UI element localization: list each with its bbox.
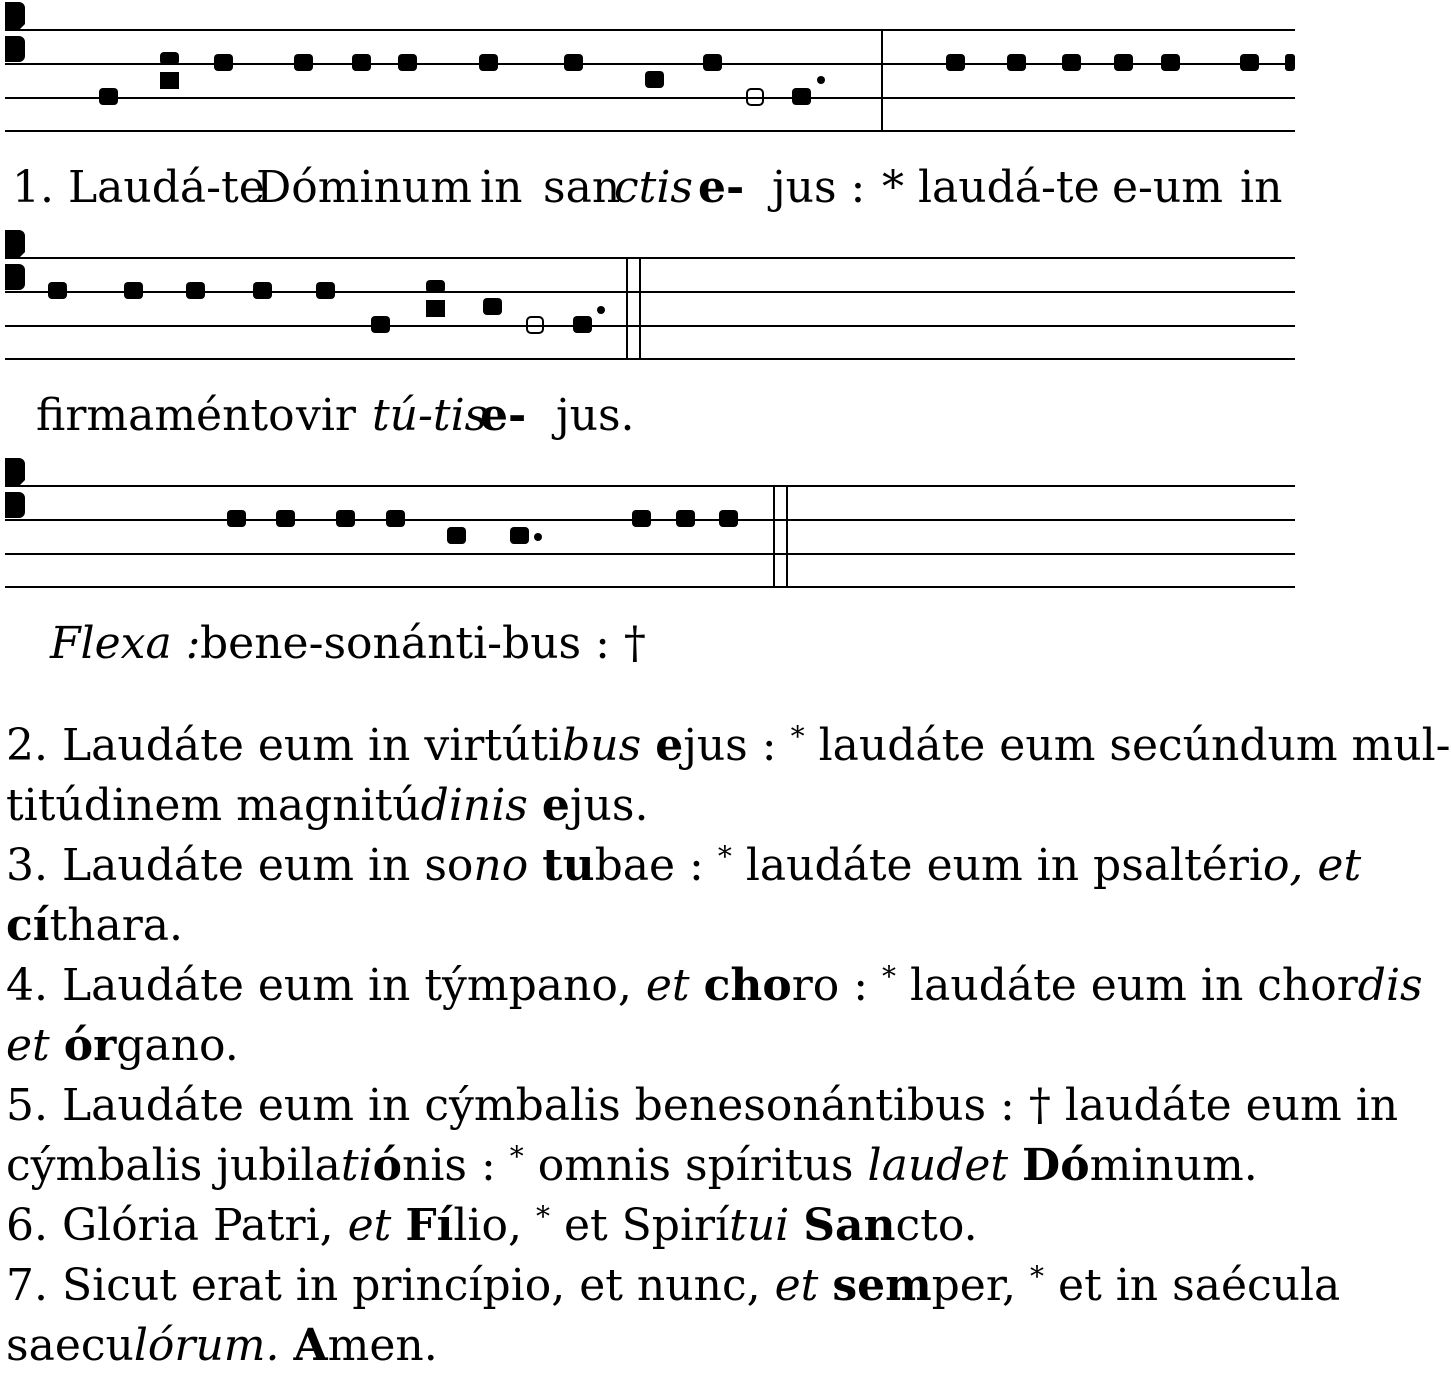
- verse-4-line-2: et órgano.: [6, 1020, 239, 1071]
- verse-2-line-1: 2. Laudáte eum in virtútibus ejus : * laudáte eum secúndum mul-: [6, 720, 1451, 771]
- verse-5-line-2: cýmbalis jubilatiónis : * omnis spíritus laudet Dóminum.: [6, 1140, 1258, 1191]
- lyric-syllable: e-: [698, 162, 745, 213]
- flexa-text: bene-sonánti-bus : †: [200, 618, 646, 669]
- verse-7-line-1: 7. Sicut erat in princípio, et nunc, et semper, * et in saécula: [6, 1260, 1341, 1311]
- verse-3-line-1: 3. Laudáte eum in sono tubae : * laudáte eum in psaltério, et: [6, 840, 1362, 891]
- lyric-syllable: vir: [296, 390, 356, 441]
- chant-lyrics-line-2: [0, 390, 1300, 442]
- lyric-syllable: jus.: [556, 390, 635, 441]
- lyric-syllable: 1. Laudá-te: [12, 162, 265, 213]
- verse-2-line-2: titúdinem magnitúdinis ejus.: [6, 780, 649, 831]
- psalm-verses: [6, 716, 1451, 1376]
- lyric-syllable: in: [1240, 162, 1283, 213]
- flexa-line: [0, 618, 1300, 670]
- lyric-syllable: Dóminum: [256, 162, 472, 213]
- chant-staff-1: [0, 0, 1300, 140]
- lyric-syllable: firmaménto: [36, 390, 295, 441]
- do-clef-icon: [5, 458, 25, 518]
- lyric-syllable: san: [543, 162, 621, 213]
- lyric-syllable: ctis: [614, 162, 693, 213]
- verse-7-line-2: saeculórum. Amen.: [6, 1320, 438, 1371]
- lyric-syllable: * laudá-te: [882, 162, 1100, 213]
- lyric-syllable: e-: [480, 390, 527, 441]
- lyric-syllable: in: [480, 162, 523, 213]
- verse-4-line-1: 4. Laudáte eum in týmpano, et choro : * laudáte eum in chordis: [6, 960, 1423, 1011]
- flexa-label: Flexa :: [50, 618, 201, 669]
- verse-5-line-1: 5. Laudáte eum in cýmbalis benesonántibus : † laudáte eum in: [6, 1080, 1399, 1131]
- verse-3-line-2: cíthara.: [6, 900, 184, 951]
- verse-6-line-1: 6. Glória Patri, et Fílio, * et Spirítui Sancto.: [6, 1200, 978, 1251]
- lyric-syllable: jus :: [772, 162, 866, 213]
- chant-staff-3: [0, 456, 1300, 596]
- chant-staff-2: [0, 228, 1300, 368]
- do-clef-icon: [5, 2, 25, 62]
- do-clef-icon: [5, 230, 25, 290]
- neumes: [227, 510, 738, 544]
- chant-lyrics-line-1: [0, 162, 1300, 214]
- lyric-syllable: e-um: [1112, 162, 1223, 213]
- lyric-syllable: tú-tis: [372, 390, 488, 441]
